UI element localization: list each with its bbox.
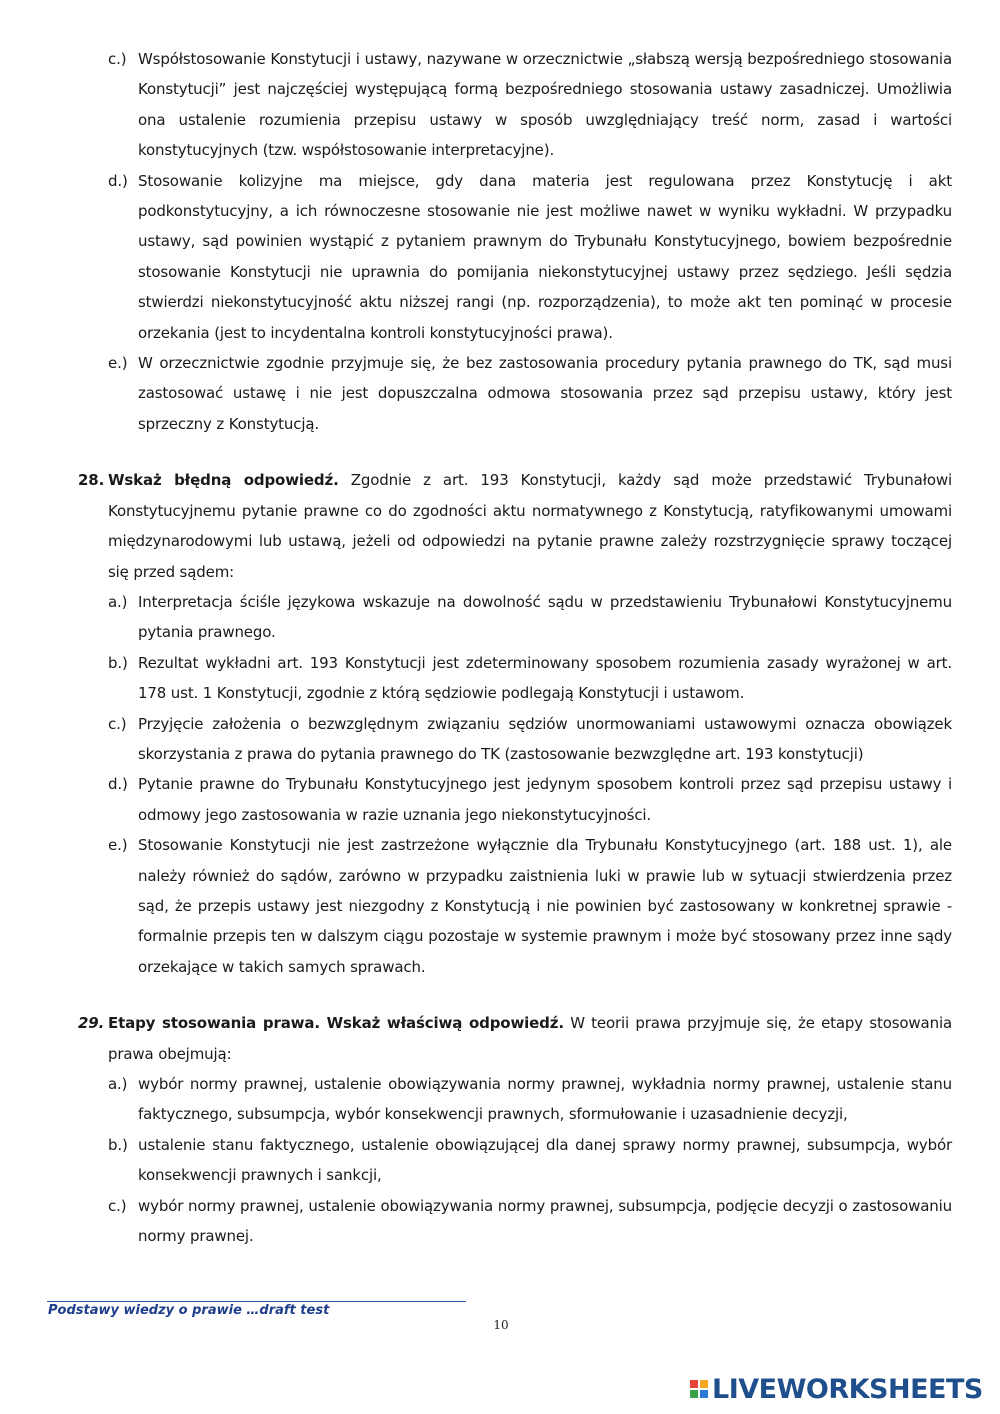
q29-option-a	[78, 1069, 952, 1130]
q29-option-c	[78, 1191, 952, 1252]
option-label: d.)	[108, 171, 128, 190]
page-content	[78, 44, 952, 1251]
option-text: Interpretacja ściśle językowa wskazuje na dowolność sądu w przedstawieniu Trybunałowi Konstytucyjnemu pytania prawnego.	[138, 592, 952, 642]
logo-block	[690, 1390, 698, 1398]
option-text: Stosowanie Konstytucji nie jest zastrzeżone wyłącznie dla Trybunału Konstytucyjnego (art. 188 ust. 1), ale należy również do sądów, zarówno w przypadku zaistnienia luki w prawie lub w sytuacji stwierdzenia przez sąd, że przepis ustawy jest niezgodny z Konstytucją i nie powinien być zastosowany w konkretnej sprawie - formalnie przepis ten w dalszym ciągu pozostaje w systemie prawnym i może być stosowany przez inne sądy orzekające w takich samych sprawach.	[138, 836, 952, 976]
footer-divider	[47, 1301, 466, 1302]
option-c-top	[78, 44, 952, 166]
logo-block	[690, 1380, 698, 1388]
option-label: b.)	[108, 1135, 128, 1154]
liveworksheets-logo	[690, 1372, 983, 1406]
option-text: wybór normy prawnej, ustalenie obowiązywania normy prawnej, wykładnia normy prawnej, ustalenie stanu faktycznego, subsumpcja, wybór konsekwencji prawnych, sformułowanie i uzasadnienie decyzji,	[138, 1075, 952, 1124]
question-number: 28.	[78, 471, 105, 490]
option-text: Rezultat wykładni art. 193 Konstytucji jest zdeterminowany sposobem rozumienia zasady wyrażonej w art. 178 ust. 1 Konstytucji, zgodnie z którą sędziowie podlegają Konstytucji i ustawom.	[138, 653, 952, 703]
q29-option-b	[78, 1130, 952, 1191]
option-text: wybór normy prawnej, ustalenie obowiązywania normy prawnej, subsumpcja, podjęcie decyzji o zastosowaniu normy prawnej.	[138, 1196, 952, 1246]
q28-option-d	[78, 769, 952, 830]
option-text: W orzecznictwie zgodnie przyjmuje się, że bez zastosowania procedury pytania prawnego do TK, sąd musi zastosować ustawę i nie jest dopuszczalna odmowa stosowania przez sąd przepisu ustawy, który jest sprzeczny z Konstytucją.	[138, 354, 952, 433]
option-label: a.)	[108, 1075, 128, 1093]
option-label: e.)	[108, 354, 128, 373]
logo-block	[700, 1390, 708, 1398]
option-text: Pytanie prawne do Trybunału Konstytucyjnego jest jedynym sposobem kontroli przez sąd przepisu ustawy i odmowy jego zastosowania w razie uznania jego niekonstytucyjności.	[138, 775, 952, 824]
q28-option-c	[78, 709, 952, 770]
option-d-top	[78, 166, 952, 348]
option-label: a.)	[108, 592, 128, 611]
option-text: Przyjęcie założenia o bezwzględnym związaniu sędziów unormowaniami ustawowymi oznacza obowiązek skorzystania z prawa do pytania prawnego do TK (zastosowanie bezwzględne art. 193 konstytucji)	[138, 714, 952, 763]
question-29	[78, 1008, 952, 1069]
q28-option-a	[78, 587, 952, 648]
option-text: Stosowanie kolizyjne ma miejsce, gdy dana materia jest regulowana przez Konstytucję i akt podkonstytucyjny, a ich równoczesne stosowanie nie jest możliwe nawet w wyniku wykładni. W przypadku ustawy, sąd powinien wystąpić z pytaniem prawnym do Trybunału Konstytucyjnego, bowiem bezpośrednie stosowanie Konstytucji nie uprawnia do pomijania niekonstytucyjnej ustawy przez sędziego. Jeśli sędzia stwierdzi niekonstytucyjność aktu niższej rangi (np. rozporządzenia), to może akt ten pominąć w procesie orzekania (jest to incydentalna kontroli konstytucyjności prawa).	[138, 171, 952, 342]
footer-title: Podstawy wiedzy o prawie …draft test	[48, 1303, 330, 1318]
q28-option-e	[78, 830, 952, 982]
q28-option-b	[78, 648, 952, 709]
option-label: c.)	[108, 1196, 127, 1215]
logo-blocks-icon	[690, 1380, 708, 1398]
page-number: 10	[493, 1318, 509, 1332]
option-e-top	[78, 348, 952, 439]
question-text: W teorii prawa przyjmuje się, że etapy stosowania prawa obejmują:	[108, 1014, 953, 1063]
option-label: c.)	[108, 50, 127, 68]
option-label: c.)	[108, 714, 127, 733]
option-label: d.)	[108, 775, 128, 794]
logo-block	[700, 1380, 708, 1388]
question-text: Zgodnie z art. 193 Konstytucji, każdy sąd może przedstawić Trybunałowi Konstytucyjnemu pytanie prawne co do zgodności aktu normatywnego z Konstytucją, ratyfikowanymi umowami międzynarodowymi lub ustawą, jeżeli od odpowiedzi na pytanie prawne zależy rozstrzygnięcie sprawy toczącej się przed sądem:	[108, 471, 952, 581]
option-text: Współstosowanie Konstytucji i ustawy, nazywane w orzecznictwie „słabszą wersją bezpośredniego stosowania Konstytucji” jest najczęściej występującą formą bezpośredniego stosowania ustawy zasadniczej. Umożliwia ona ustalenie rozumienia przepisu ustawy w sposób uwzględniający treść norm, zasad i wartości konstytucyjnych (tzw. współstosowanie interpretacyjne).	[138, 50, 952, 160]
option-label: b.)	[108, 653, 128, 672]
question-number: 29.	[78, 1014, 105, 1033]
option-label: e.)	[108, 836, 128, 855]
question-instruction: Etapy stosowania prawa. Wskaż właściwą odpowiedź.	[108, 1014, 564, 1033]
option-text: ustalenie stanu faktycznego, ustalenie obowiązującej dla danej sprawy normy prawnej, subsumpcja, wybór konsekwencji prawnych i sankcji,	[138, 1135, 952, 1185]
question-28	[78, 465, 952, 587]
question-instruction: Wskaż błędną odpowiedź.	[108, 471, 339, 490]
logo-text: LIVEWORKSHEETS	[712, 1373, 983, 1405]
